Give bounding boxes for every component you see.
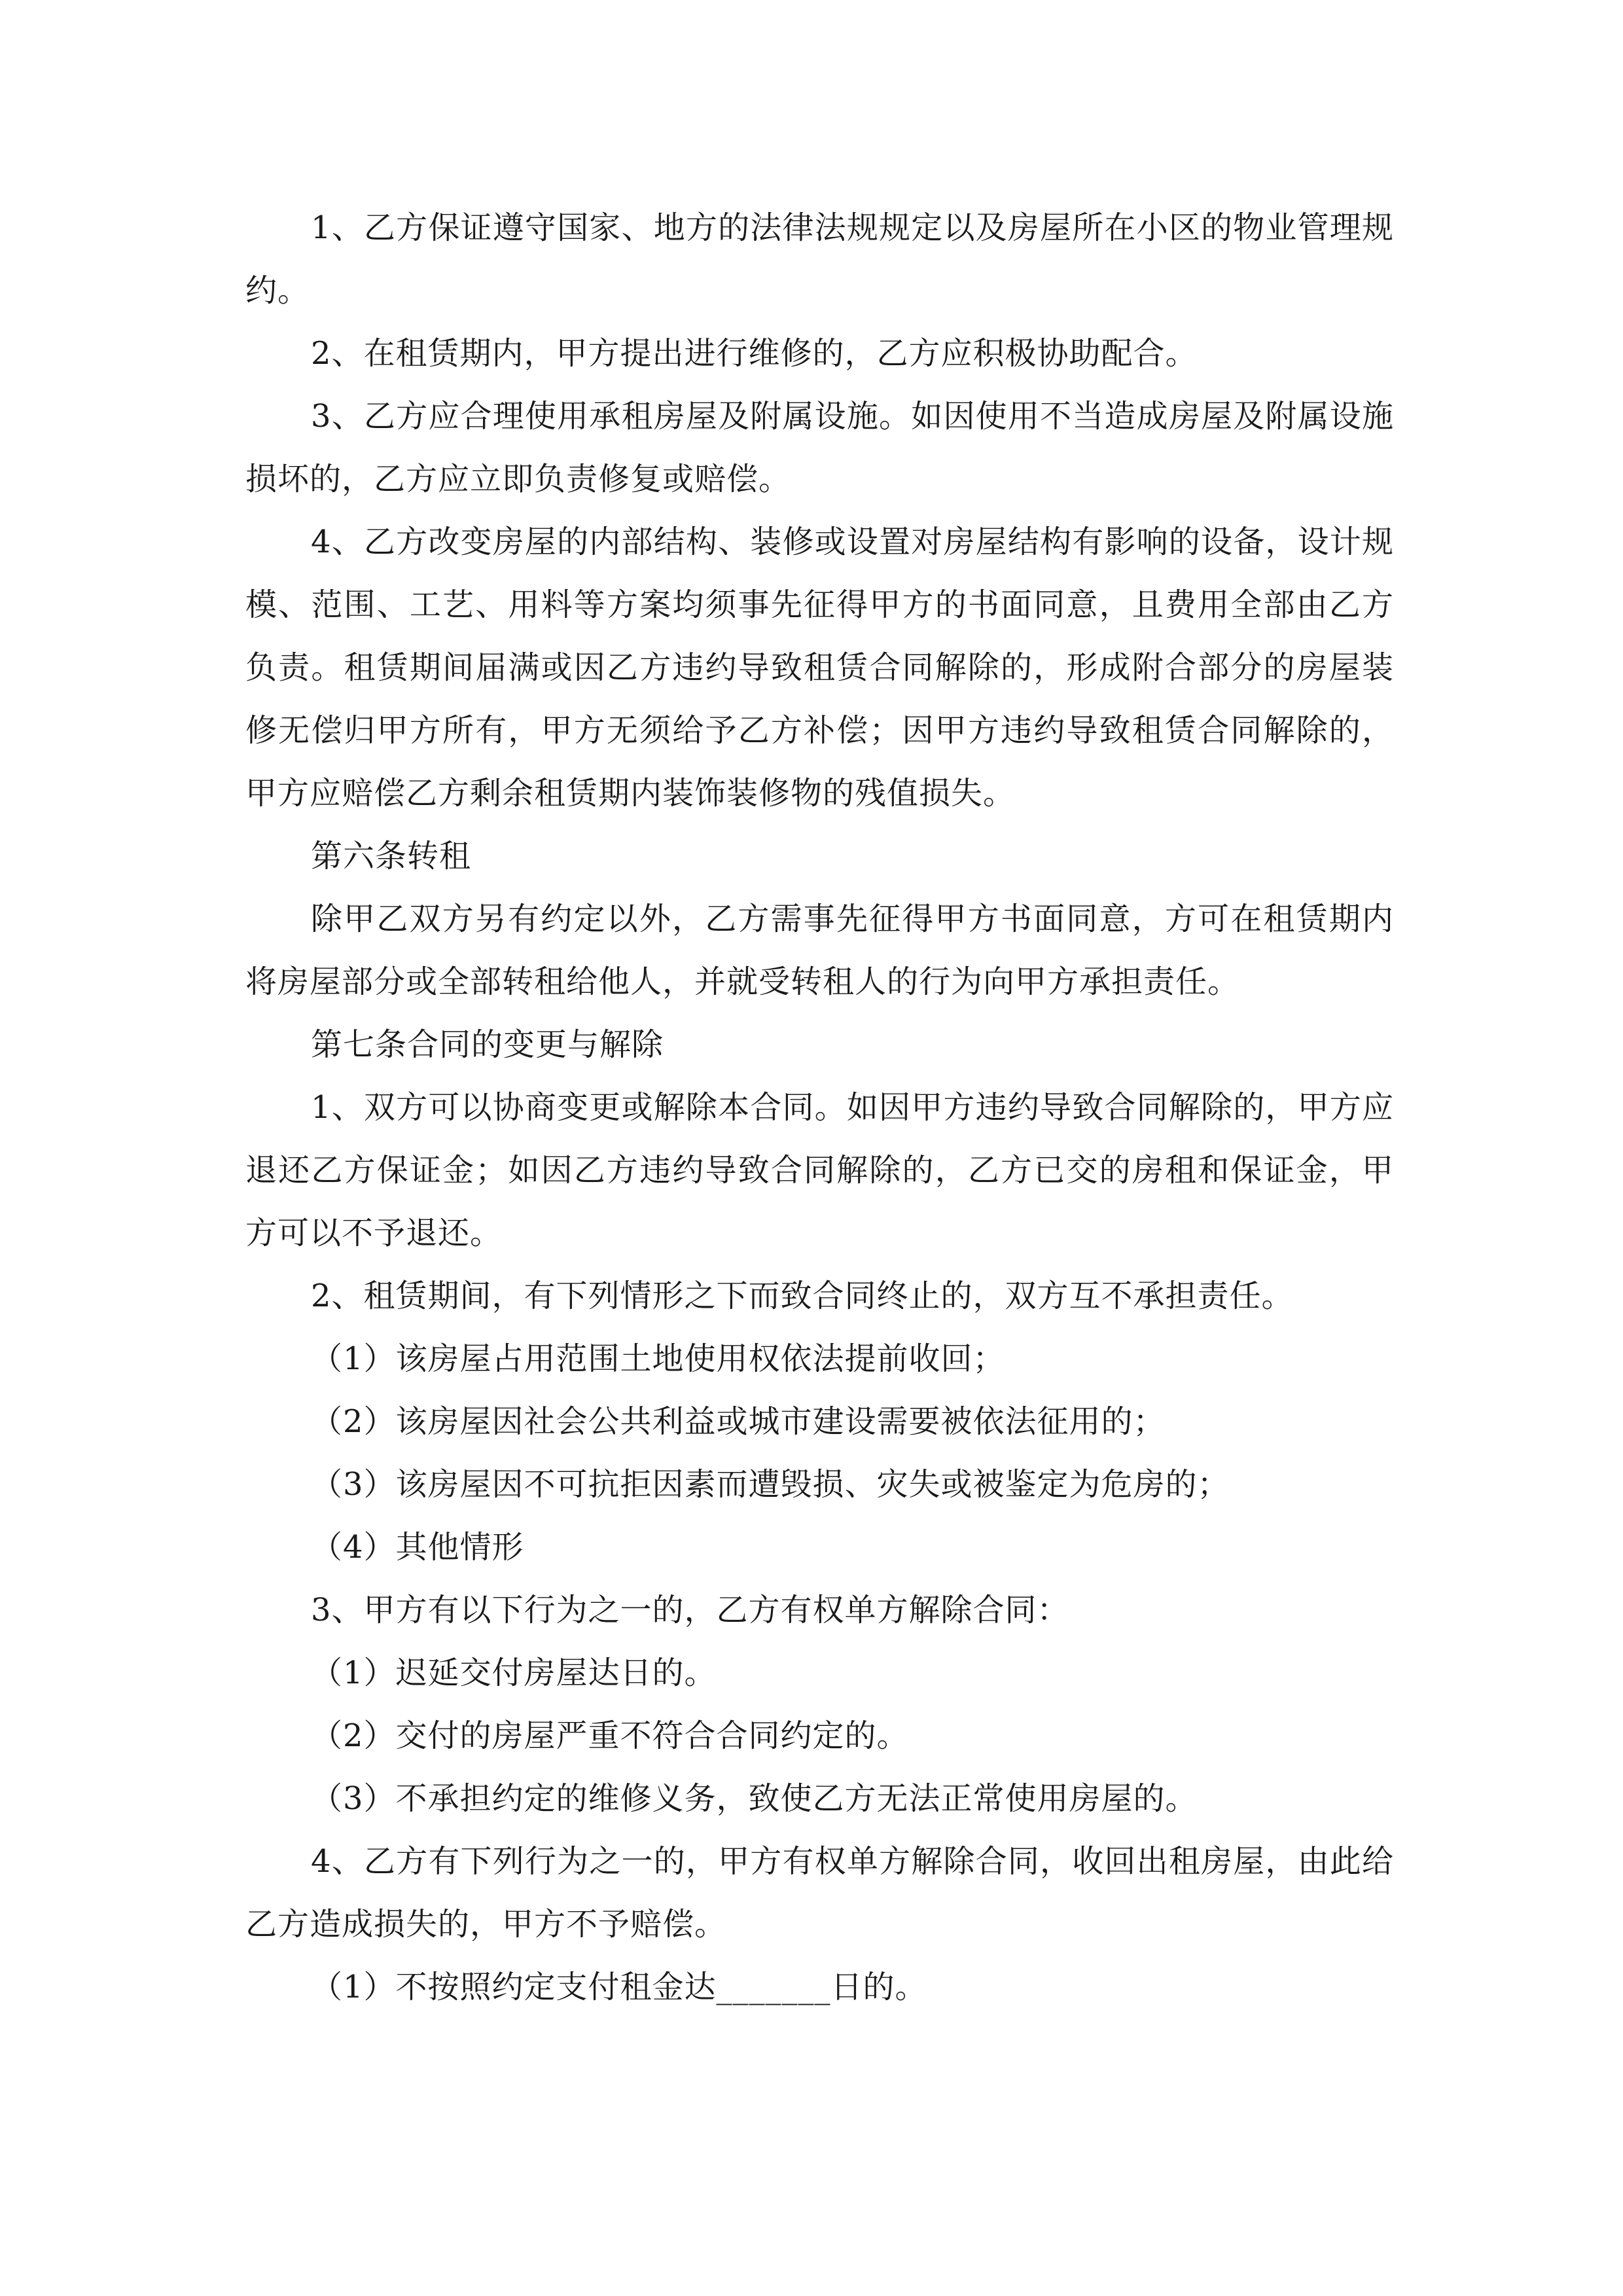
document-body (245, 196, 1394, 2018)
sub-clause: （3）该房屋因不可抗拒因素而遭毁损、灾失或被鉴定为危房的； (311, 1466, 1230, 1503)
sub-clause: （2）交付的房屋严重不符合合同约定的。 (311, 1717, 909, 1754)
clause-paragraph: 2、租赁期间，有下列情形之下而致合同终止的，双方互不承担责任。 (311, 1278, 1294, 1314)
article-heading: 第六条转租 (311, 838, 472, 874)
sub-clause: （1）不按照约定支付租金达_______日的。 (311, 1969, 927, 2005)
sub-clause: （4）其他情形 (311, 1529, 524, 1566)
sub-clause: （1）迟延交付房屋达日的。 (311, 1655, 717, 1691)
clause-paragraph: 4、乙方有下列行为之一的，甲方有权单方解除合同，收回出租房屋，由此给乙方造成损失的，甲方不予赔偿。 (245, 1843, 1394, 1943)
clause-paragraph: 1、双方可以协商变更或解除本合同。如因甲方违约导致合同解除的，甲方应退还乙方保证金；如因乙方违约导致合同解除的，乙方已交的房租和保证金，甲方可以不予退还。 (245, 1089, 1394, 1251)
clause-paragraph: 除甲乙双方另有约定以外，乙方需事先征得甲方书面同意，方可在租赁期内将房屋部分或全部转租给他人，并就受转租人的行为向甲方承担责任。 (245, 901, 1394, 1000)
sub-clause: （2）该房屋因社会公共利益或城市建设需要被依法征用的； (311, 1403, 1166, 1440)
sub-clause: （1）该房屋占用范围土地使用权依法提前收回； (311, 1340, 1005, 1377)
clause-paragraph: 3、甲方有以下行为之一的，乙方有权单方解除合同： (311, 1592, 1069, 1628)
clause-paragraph: 1、乙方保证遵守国家、地方的法律法规规定以及房屋所在小区的物业管理规约。 (245, 209, 1394, 309)
sub-clause: （3）不承担约定的维修义务，致使乙方无法正常使用房屋的。 (311, 1780, 1198, 1817)
clause-paragraph: 3、乙方应合理使用承租房屋及附属设施。如因使用不当造成房屋及附属设施损坏的，乙方应立即负责修复或赔偿。 (245, 398, 1394, 497)
article-heading: 第七条合同的变更与解除 (311, 1026, 664, 1063)
clause-paragraph: 2、在租赁期内，甲方提出进行维修的，乙方应积极协助配合。 (311, 335, 1198, 372)
clause-paragraph: 4、乙方改变房屋的内部结构、装修或设置对房屋结构有影响的设备，设计规模、范围、工艺、用料等方案均须事先征得甲方的书面同意，且费用全部由乙方负责。租赁期间届满或因乙方违约导致租赁合同解除的，形成附合部分的房屋装修无偿归甲方所有，甲方无须给予乙方补偿；因甲方违约导致租赁合同解除的，甲方应赔偿乙方剩余租赁期内装饰装修物的残值损失。 (245, 524, 1394, 812)
